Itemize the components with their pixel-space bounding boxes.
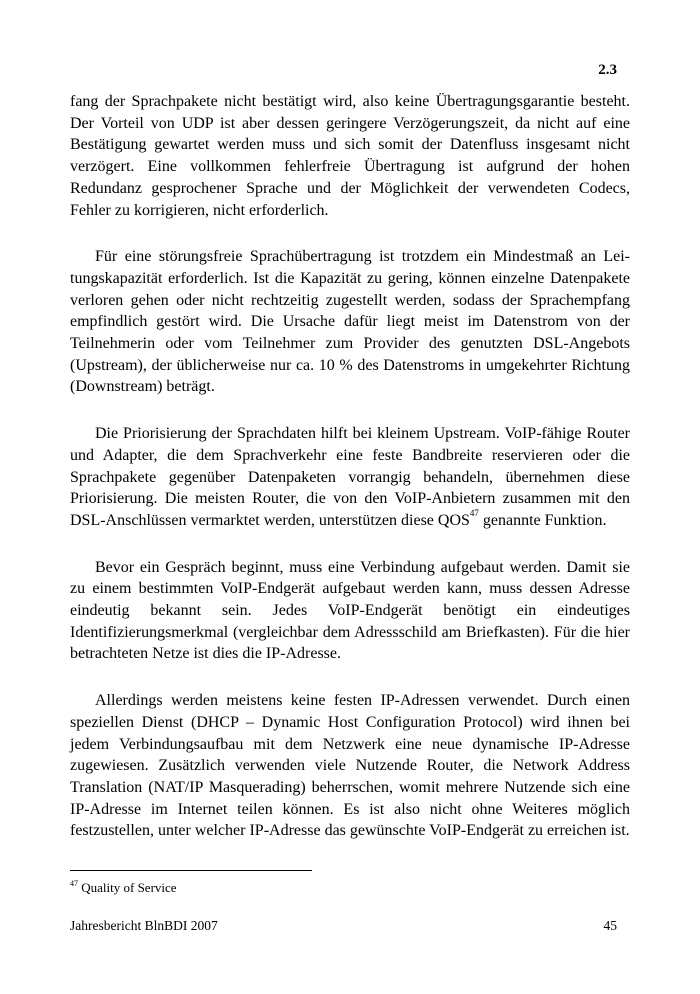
prioritization-text-end: genannte Funktion. — [478, 511, 607, 529]
footer-publication: Jahresbericht BlnBDI 2007 — [70, 918, 218, 933]
body-text — [70, 91, 630, 867]
paragraph-line-capacity: Für eine störungsfreie Sprachübertragung ist trotzdem ein Mindestmaß an Leitungskapazität erforderlich. Ist die Kapazität zu gering, können einzelne Datenpakete verloren gehen oder nicht rechtzeitig zugestellt werden, sodass der Sprachempfang empfindlich gestört wird. Die Ursache dafür liegt meist im Datenstrom von der Teilnehmerin oder vom Teilnehmer zum Provider des genutzten DSL-Angebots (Upstream), der üblicherweise nur ca. 10 % des Datenstroms in umgekehrter Richtung (Downstream) beträgt. — [70, 248, 630, 396]
footnote-text: Quality of Service — [81, 880, 177, 895]
footnote — [70, 880, 177, 896]
paragraph-udp-continuation: fang der Sprachpakete nicht bestätigt wird, also keine Übertragungsgarantie besteht. Der Vorteil von UDP ist aber dessen geringere Verzögerungszeit, da nicht auf eine Bestätigung gewartet werden muss und sich somit der Datenfluss insgesamt nicht verzögert. Eine vollkommen fehlerfreie Übertragung ist aufgrund der hohen Redundanz gesprochener Sprache und der Möglichkeit der verwendeten Codecs, Fehler zu korrigieren, nicht erforderlich. — [70, 93, 630, 219]
section-number: 2.3 — [598, 62, 617, 78]
prioritization-text: Die Priorisierung der Sprachdaten hilft bei kleinem Upstream. VoIP-fähige Router und Adapter, die dem Sprachverkehr eine feste Bandbreite reservieren oder die Sprachpakete gegenüber Datenpaketen vorrangig behandeln, übernehmen diese Priorisierung. Die meisten Router, die von den VoIP-Anbietern zusammen mit den DSL-Anschlüssen vermarktet werden, unterstützen diese QOS — [70, 425, 630, 529]
footnote-number: 47 — [70, 879, 78, 888]
paragraph-dynamic-ip: Allerdings werden meistens keine festen IP-Adressen verwendet. Durch einen speziellen Dienst (DHCP – Dynamic Host Configuration Protocol) wird ihnen bei jedem Verbindungsaufbau mit dem Netzwerk eine neue dynamische IP-Adresse zugewiesen. Zusätzlich verwenden viele Nutzende Router, die Network Address Translation (NAT/IP Masquerading) beherrschen, womit mehrere Nutzende sich eine IP-Adresse im Internet teilen können. Es ist also nicht ohne Weiteres möglich festzustellen, unter welcher IP-Adresse das gewünschte VoIP-Endgerät zu erreichen ist. — [70, 692, 630, 840]
footnote-reference: 47 — [469, 507, 479, 518]
footnote-divider — [70, 870, 312, 871]
paragraph-prioritization — [70, 423, 630, 532]
paragraph-connection-setup: Bevor ein Gespräch beginnt, muss eine Verbindung aufgebaut werden. Damit sie zu einem bestimmten VoIP-Endgerät aufgebaut werden kann, muss dessen Adresse eindeutig bekannt sein. Jedes VoIP-Endgerät benötigt ein eindeutiges Identifizierungsmerkmal (vergleichbar dem Adressschild am Briefkasten). Für die hier betrachteten Netze ist dies die IP-Adresse. — [70, 558, 630, 663]
page-number: 45 — [603, 918, 617, 933]
